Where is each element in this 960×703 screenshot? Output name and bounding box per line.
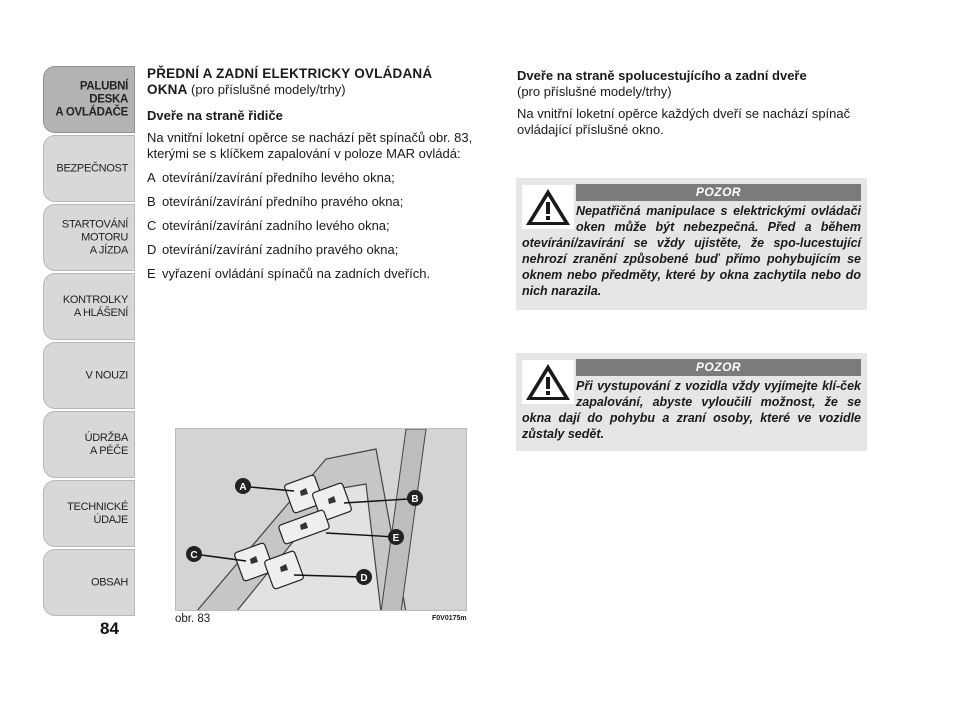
- passenger-heading-sub: (pro příslušné modely/trhy): [517, 84, 672, 99]
- list-item: [147, 194, 505, 210]
- tab-startovani[interactable]: [43, 204, 135, 271]
- tab-label: TECHNICKÉ ÚDAJE: [67, 500, 128, 526]
- item-text: otevírání/zavírání zadního levého okna;: [162, 218, 390, 233]
- heading-sub: (pro příslušné modely/trhy): [191, 82, 346, 97]
- list-item: [147, 218, 505, 234]
- callout-c: C: [190, 550, 198, 561]
- tab-palubni-deska[interactable]: [43, 66, 135, 133]
- figure-window-switches: [175, 428, 467, 611]
- tab-kontrolky[interactable]: [43, 273, 135, 340]
- callout-a: A: [239, 482, 247, 493]
- item-text: otevírání/zavírání zadního pravého okna;: [162, 242, 399, 257]
- figure-caption: obr. 83: [175, 613, 211, 625]
- callout-b: B: [411, 494, 419, 505]
- heading-line2: OKNA: [147, 82, 188, 97]
- intro-text: Na vnitřní loketní opěrce se nachází pět spínačů obr. 83, kterými se s klíčkem zapalování v poloze MAR ovládá:: [147, 130, 473, 161]
- item-letter: A: [147, 170, 156, 185]
- tab-technicke-udaje[interactable]: [43, 480, 135, 547]
- tab-udrzba[interactable]: [43, 411, 135, 478]
- item-text: otevírání/zavírání předního pravého okna;: [162, 194, 404, 209]
- switch-panel-illustration: [176, 429, 467, 611]
- item-text: otevírání/zavírání předního levého okna;: [162, 170, 395, 185]
- warning-title: POZOR: [576, 359, 861, 376]
- page-number: 84: [100, 619, 119, 638]
- right-column: [517, 68, 867, 138]
- list-item: [147, 170, 505, 186]
- heading-line1: PŘEDNÍ A ZADNÍ ELEKTRICKY OVLÁDANÁ: [147, 66, 433, 81]
- warning-box: [516, 178, 867, 310]
- tab-label: OBSAH: [90, 576, 128, 588]
- item-letter: D: [147, 242, 157, 257]
- warning-title: POZOR: [576, 184, 861, 201]
- tab-v-nouzi[interactable]: [43, 342, 135, 409]
- warning-box: [516, 353, 867, 451]
- item-letter: E: [147, 266, 156, 281]
- tab-bezpecnost[interactable]: [43, 135, 135, 202]
- callout-d: D: [360, 573, 368, 584]
- warning-text: Nepatřičná manipulace s elektrickými ovládači oken může být nebezpečná. Před a během otevírání/zavírání se vždy ujistěte, že spo-lucestující nehrozí zranění způsobené buď přímo pohybujícím se oknem nebo předměty, které by okna zachytila nebo do nich narazila.: [522, 204, 861, 298]
- section-heading: [147, 66, 505, 98]
- tab-label: STARTOVÁNÍ MOTORU A JÍZDA: [61, 218, 128, 256]
- passenger-heading: Dveře na straně spolucestujícího a zadní dveře: [517, 68, 807, 83]
- list-item: [147, 242, 505, 258]
- item-letter: C: [147, 218, 157, 233]
- warning-text: Při vystupování z vozidla vždy vyjímejte klí-ček zapalování, abyste vyloučili možnost, že se okna dají do pohybu a zraní osoby, které ve vozidle zůstaly sedět.: [522, 379, 861, 441]
- item-text: vyřazení ovládání spínačů na zadních dveřích.: [162, 266, 431, 281]
- passenger-text: Na vnitřní loketní opěrce každých dveří se nachází spínač ovládající příslušné okno.: [517, 106, 851, 137]
- tab-obsah[interactable]: [43, 549, 135, 616]
- list-item: [147, 266, 505, 282]
- tab-label: V NOUZI: [85, 369, 128, 381]
- tab-label: KONTROLKY A HLÁŠENÍ: [62, 293, 128, 319]
- callout-e: E: [392, 533, 400, 544]
- chapter-tabs: [43, 66, 135, 618]
- tab-label: PALUBNÍ DESKA A OVLÁDAČE: [55, 80, 128, 118]
- left-column: [147, 66, 505, 282]
- tab-label: BEZPEČNOST: [56, 162, 128, 174]
- figure-code: F0V0175m: [432, 615, 467, 622]
- tab-label: ÚDRŽBA A PÉČE: [84, 431, 128, 457]
- item-letter: B: [147, 194, 156, 209]
- subheading-driver: Dveře na straně řidiče: [147, 108, 283, 123]
